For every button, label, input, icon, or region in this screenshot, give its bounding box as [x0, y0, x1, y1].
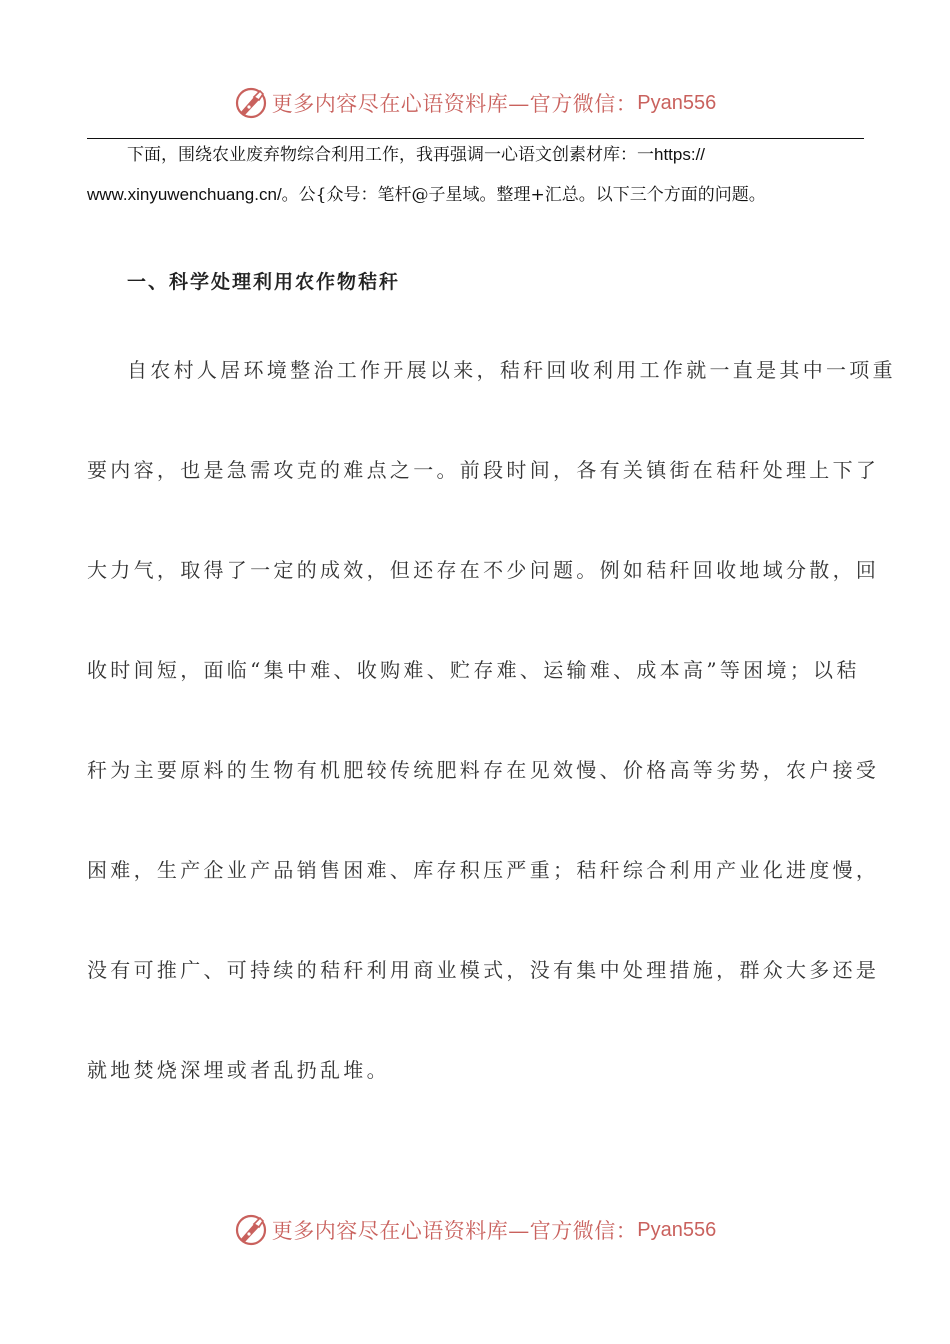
pen-nib-logo-icon	[234, 86, 268, 120]
banner-text: 更多内容尽在心语资料库—官方微信：	[271, 1219, 638, 1243]
section-heading: 一、科学处理利用农作物秸秆	[127, 271, 401, 293]
intro-line-2	[87, 182, 864, 208]
intro-line-1	[87, 142, 864, 168]
banner-text: 更多内容尽在心语资料库—官方微信：	[271, 92, 638, 116]
wechat-id: Pyan556	[637, 91, 717, 114]
body-line: 大力气，取得了一定的成效，但还存在不少问题。例如秸秆回收地域分散，回	[87, 558, 880, 582]
footer-banner	[0, 1210, 950, 1250]
wechat-id: Pyan556	[637, 1218, 717, 1241]
body-line: 没有可推广、可持续的秸秆利用商业模式，没有集中处理措施，群众大多还是	[87, 958, 880, 982]
body-line: 困难，生产企业产品销售困难、库存积压严重；秸秆综合利用产业化进度慢，	[87, 858, 880, 882]
body-line: 要内容，也是急需攻克的难点之一。前段时间，各有关镇街在秸秆处理上下了	[87, 458, 880, 482]
intro-text-1: 下面，围绕农业废弃物综合利用工作，我再强调一心语文创素材库：一	[127, 145, 654, 165]
body-line: 收时间短，面临“集中难、收购难、贮存难、运输难、成本高”等困境；以秸	[87, 658, 860, 682]
body-line: 秆为主要原料的生物有机肥较传统肥料存在见效慢、价格高等劣势，农户接受	[87, 758, 880, 782]
pen-nib-logo-icon	[234, 1213, 268, 1247]
intro-url-part-2[interactable]: www.xinyuwenchuang.cn/	[87, 185, 282, 204]
header-divider	[87, 138, 864, 139]
header-banner	[0, 83, 950, 123]
intro-paragraph	[87, 142, 864, 208]
body-line: 就地焚烧深埋或者乱扔乱堆。	[87, 1058, 390, 1082]
section-body	[87, 350, 896, 1150]
intro-url-part-1[interactable]: https://	[654, 145, 706, 164]
intro-text-2: 。公{众号：笔杆@子星域。整理+汇总。以下三个方面的问题。	[281, 185, 766, 205]
body-line: 自农村人居环境整治工作开展以来，秸秆回收利用工作就一直是其中一项重	[127, 358, 896, 382]
